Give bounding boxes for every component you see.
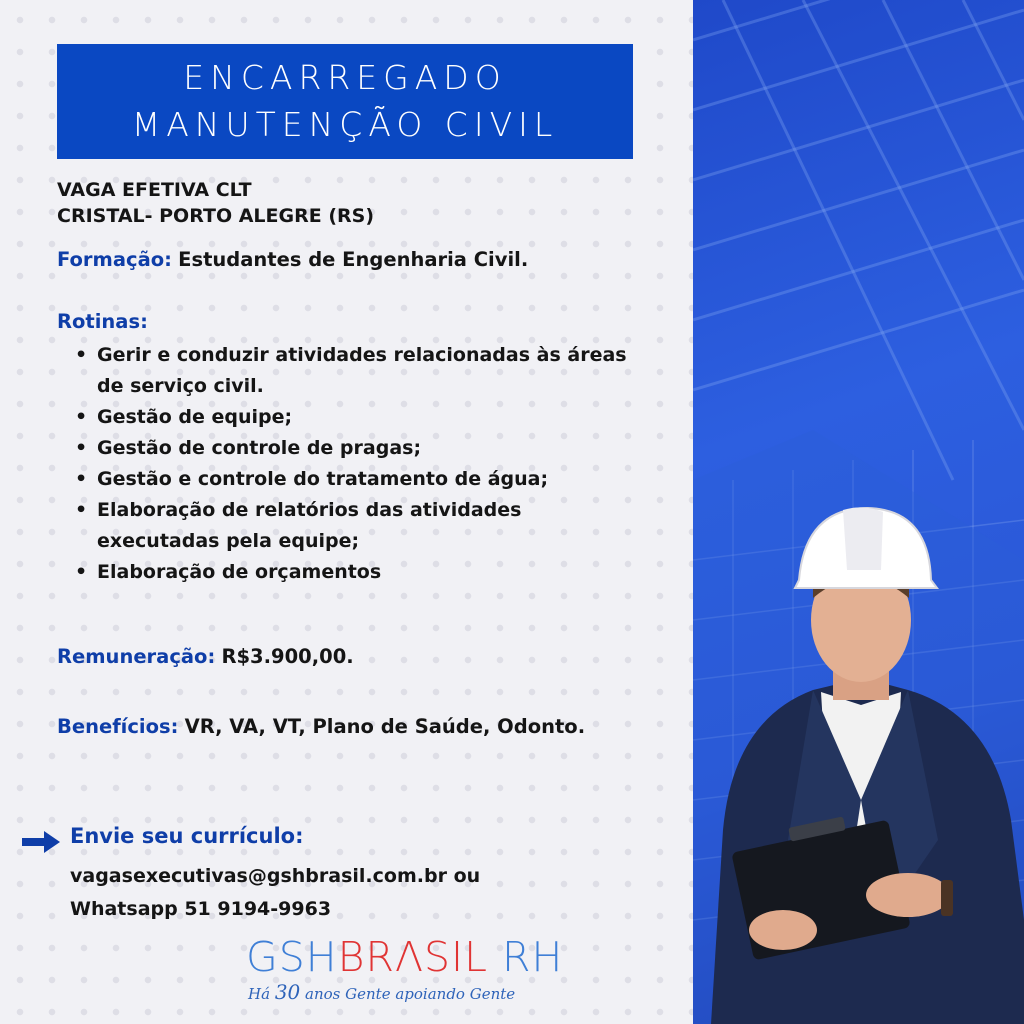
logo-gsh: GSH [246, 933, 338, 981]
formacao-value: Estudantes de Engenharia Civil. [178, 248, 529, 271]
title-line-2: MANUTENÇÃO CIVIL [131, 105, 559, 144]
list-item: • Elaboração de orçamentos [57, 557, 637, 588]
gshbrasil-logo [246, 934, 656, 1004]
beneficios-value: VR, VA, VT, Plano de Saúde, Odonto. [184, 715, 586, 738]
tagline-pre: Há [248, 985, 271, 1003]
formacao-row [57, 248, 528, 271]
job-location: CRISTAL- PORTO ALEGRE (RS) [57, 205, 374, 227]
job-type [57, 177, 374, 229]
remuneracao-value: R$3.900,00. [221, 645, 354, 668]
title-banner [57, 44, 633, 159]
list-item: • Gestão de controle de pragas; [57, 433, 637, 464]
tagline-post: anos Gente apoiando Gente [305, 985, 516, 1003]
email-line: vagasexecutivas@gshbrasil.com.br ou [70, 865, 481, 887]
logo-wordmark [246, 934, 656, 980]
logo-rh: RH [502, 933, 564, 981]
arrow-right-icon [22, 831, 60, 853]
contact-info [70, 860, 480, 926]
rotinas-list [57, 340, 637, 588]
remuneracao-row [57, 645, 354, 668]
list-item: • Gestão de equipe; [57, 402, 637, 433]
beneficios-row [57, 710, 637, 744]
formacao-label: Formação: [57, 248, 172, 271]
list-item: • Elaboração de relatórios das atividades executadas pela equipe; [57, 495, 637, 557]
rotinas-label: Rotinas: [57, 310, 148, 333]
title-line-1: ENCARREGADO [183, 58, 507, 97]
logo-tagline [248, 980, 656, 1004]
whatsapp-line: Whatsapp 51 9194-9963 [70, 898, 332, 920]
envie-label: Envie seu currículo: [70, 824, 304, 848]
list-item: • Gerir e conduzir atividades relacionadas às áreas de serviço civil. [57, 340, 637, 402]
logo-brasil: BRΛSIL [337, 933, 488, 981]
remuneracao-label: Remuneração: [57, 645, 216, 668]
tagline-num: 30 [274, 980, 301, 1004]
engineer-photo-icon [693, 500, 1024, 1024]
beneficios-label: Benefícios: [57, 715, 179, 738]
list-item: • Gestão e controle do tratamento de água; [57, 464, 637, 495]
job-contract: VAGA EFETIVA CLT [57, 179, 252, 201]
